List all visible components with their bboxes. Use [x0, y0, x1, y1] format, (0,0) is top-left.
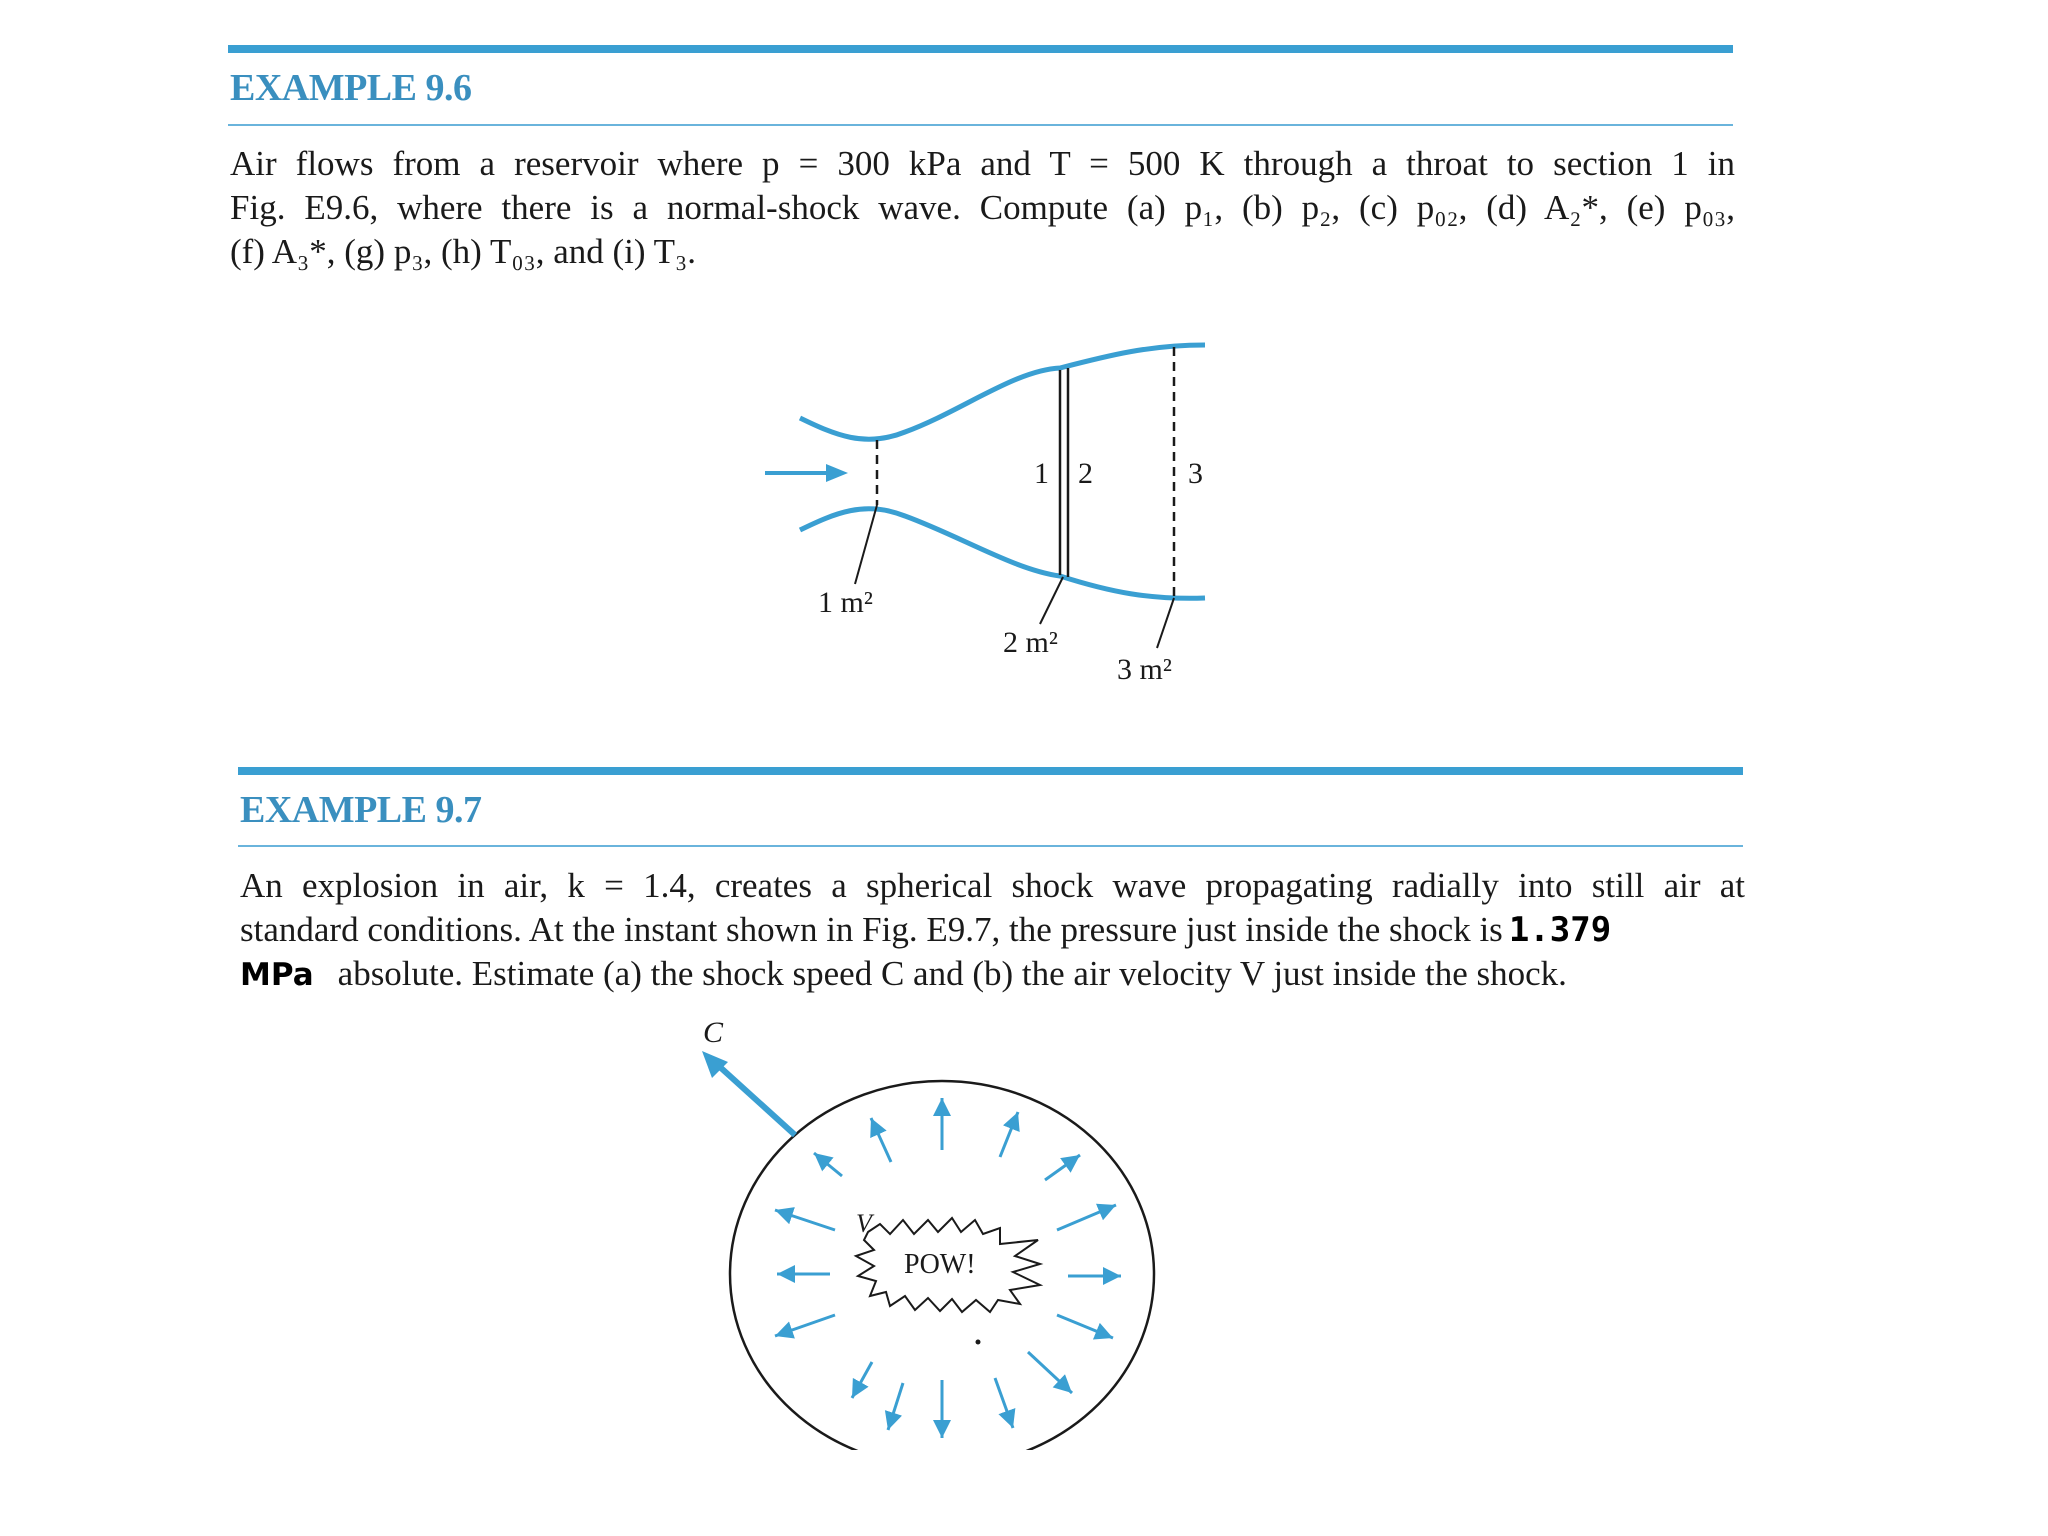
label-c: C [703, 1016, 724, 1049]
center-dot [976, 1340, 981, 1345]
pressure-value: 1.379 [1508, 910, 1612, 950]
example-97-line-1: An explosion in air, k = 1.4, creates a spherical shock wave propagating radially into still air at [240, 866, 1745, 905]
example-96-title-underline [228, 124, 1733, 126]
area-label-1: 1 m² [818, 586, 873, 619]
example-97-line-2 [240, 908, 1790, 952]
velocity-arrow [871, 1118, 891, 1162]
velocity-arrow [775, 1315, 835, 1336]
velocity-arrow [1057, 1315, 1113, 1338]
example-97-title: EXAMPLE 9.7 [240, 789, 482, 831]
velocity-arrow [888, 1383, 903, 1430]
example-96-line-2: Fig. E9.6, where there is a normal-shock wave. Compute (a) p₁, (b) p₂, (c) p₀₂, (d) A₂*, (e) p₀₃, [230, 188, 1735, 227]
label-v: V [856, 1209, 872, 1238]
section-label-2: 2 [1078, 457, 1093, 490]
example-97-problem-text [240, 864, 1790, 997]
section-label-1: 1 [1034, 457, 1049, 490]
area-label-3: 3 m² [1117, 653, 1172, 686]
area-label-2: 2 m² [1003, 626, 1058, 659]
nozzle-upper-wall [800, 345, 1205, 439]
pressure-unit: MPa [240, 957, 314, 993]
example-97-top-rule [238, 767, 1743, 775]
example-96-line-3: (f) A₃*, (g) p₃, (h) T₀₃, and (i) T₃. [230, 232, 697, 271]
velocity-arrow [775, 1210, 835, 1230]
section-label-3: 3 [1188, 457, 1203, 490]
velocity-arrow [1000, 1112, 1018, 1157]
pow-text: POW! [904, 1249, 976, 1280]
velocity-arrow [814, 1153, 842, 1176]
flow-arrow-head [826, 464, 848, 482]
shock-speed-arrow [710, 1058, 795, 1135]
velocity-arrow [995, 1378, 1013, 1428]
leader-3m2 [1157, 598, 1174, 648]
example-97-line-3 [240, 952, 1790, 997]
example-96-title: EXAMPLE 9.6 [230, 67, 472, 109]
figure-e96-nozzle [740, 320, 1240, 700]
example-96-line-1: Air flows from a reservoir where p = 300 kPa and T = 500 K through a throat to section 1 in [230, 144, 1735, 183]
leader-2m2 [1040, 577, 1063, 624]
nozzle-lower-wall [800, 509, 1205, 599]
velocity-arrow [1028, 1352, 1072, 1393]
velocity-arrow [1057, 1205, 1116, 1230]
example-97-line-2-text: standard conditions. At the instant shown in Fig. E9.7, the pressure just inside the shock is [240, 910, 1503, 949]
example-97-line-3-text: absolute. Estimate (a) the shock speed C and (b) the air velocity V just inside the shock. [337, 954, 1567, 993]
leader-1m2 [855, 505, 877, 584]
example-96-problem-text [230, 142, 1735, 274]
example-96-top-rule [228, 45, 1733, 53]
figure-e97-explosion [690, 1010, 1190, 1450]
example-97-title-underline [238, 845, 1743, 847]
velocity-arrow [1045, 1155, 1080, 1180]
velocity-arrow [852, 1362, 872, 1398]
